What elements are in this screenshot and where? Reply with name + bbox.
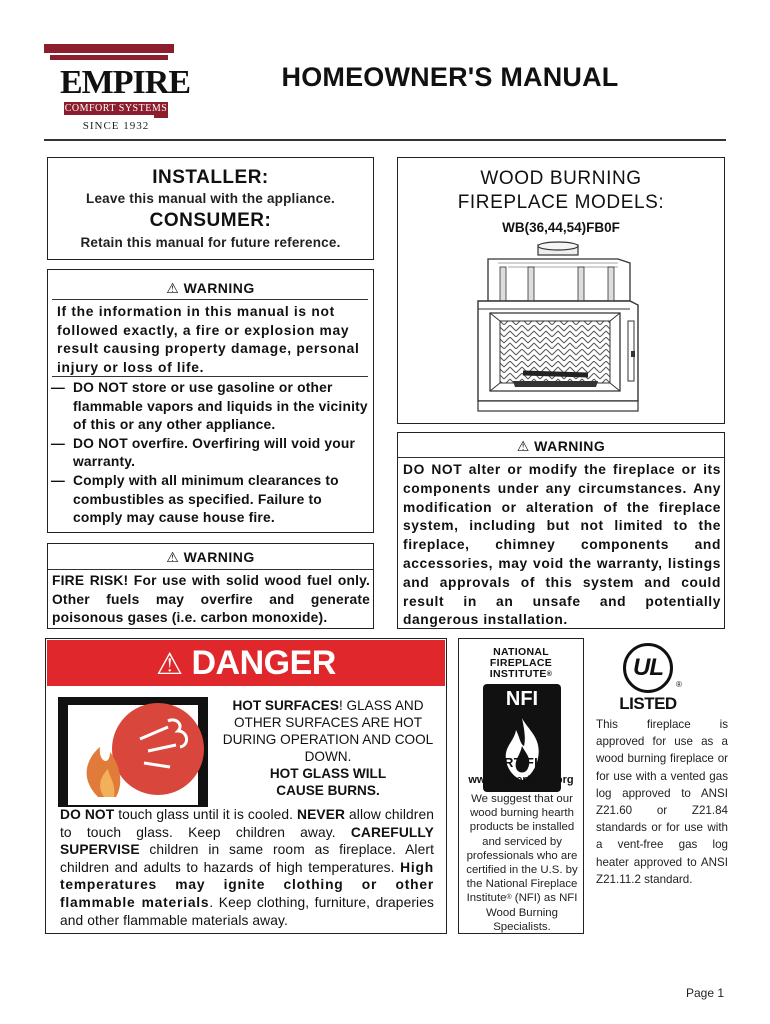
nfi-name-line3: INSTITUTE bbox=[489, 668, 547, 680]
models-heading-line1: WOOD BURNING bbox=[480, 168, 642, 189]
warning-2-divider bbox=[48, 569, 373, 570]
warning-triangle-icon: ⚠ bbox=[166, 280, 180, 296]
warning-1-item-prefix: DO NOT bbox=[73, 435, 128, 451]
model-code: WB(36,44,54)FB0F bbox=[502, 220, 620, 235]
nfi-name-line: FIREPLACE bbox=[489, 657, 553, 669]
warning-1-list bbox=[51, 379, 369, 528]
warning-3-divider bbox=[398, 457, 724, 458]
nfi-description-a: We suggest that our wood burning hearth products be installed and serviced by professionals who are certified in the U.S. by the National Fireplace Institute bbox=[466, 793, 578, 905]
warning-box-3 bbox=[397, 432, 725, 629]
warning-1-item-prefix: DO NOT bbox=[73, 380, 128, 395]
models-heading bbox=[398, 167, 724, 215]
warning-2-text: FIRE RISK! For use with solid wood fuel only. Other fuels may overfire and generate poisonous gases (i.e. carbon monoxide). bbox=[52, 573, 370, 626]
warning-triangle-icon: ⚠ bbox=[516, 438, 530, 454]
nfi-url[interactable]: www.nficertified.org bbox=[468, 774, 574, 786]
ul-mark: UL bbox=[633, 654, 663, 681]
dash-marker: — bbox=[51, 380, 65, 395]
dash-marker: — bbox=[51, 435, 65, 451]
warning-1-item bbox=[51, 472, 369, 528]
nfi-reg-mark: ® bbox=[546, 671, 553, 678]
consumer-heading: CONSUMER: bbox=[149, 210, 272, 231]
warning-1-intro bbox=[57, 303, 367, 377]
warning-box-2 bbox=[47, 543, 374, 629]
hot-surfaces-bold: HOT SURFACES bbox=[232, 698, 339, 713]
danger-text-c: children in same room as fireplace. Alert children and adults to hazards of high temperatures. bbox=[60, 842, 434, 875]
nfi-certification-box bbox=[458, 638, 584, 934]
header-divider bbox=[44, 139, 726, 141]
hot-surfaces-rest: ! GLASS AND OTHER SURFACES ARE HOT DURING OPERATION AND COOL DOWN. bbox=[222, 698, 434, 764]
warning-box-1 bbox=[47, 269, 374, 533]
nfi-name bbox=[459, 647, 583, 680]
page-number: Page 1 bbox=[686, 986, 725, 1000]
ul-listed: LISTED bbox=[619, 694, 677, 713]
warning-3-header bbox=[398, 438, 724, 455]
warning-triangle-icon: ⚠ bbox=[166, 549, 180, 565]
danger-banner bbox=[47, 640, 445, 686]
nfi-description-b: (NFI) as NFI Wood Burning Specialists. bbox=[486, 892, 578, 933]
danger-text-a: touch glass until it is cooled. bbox=[114, 807, 298, 822]
warning-1-intro-line: If the information in this manual is not bbox=[57, 304, 335, 319]
danger-never: NEVER bbox=[297, 807, 346, 822]
hot-glass-line1: HOT GLASS WILL bbox=[269, 766, 387, 781]
nfi-badge-text: NFI bbox=[505, 688, 539, 710]
ul-logo bbox=[623, 643, 673, 693]
installer-text: Leave this manual with the appliance. bbox=[86, 191, 335, 206]
warning-1-intro-line: injury or loss of life. bbox=[57, 359, 205, 375]
danger-text-b: allow children to touch glass. Keep children away. bbox=[60, 807, 435, 840]
danger-high-temps: High temperatures may ignite clothing or other flammable materials bbox=[60, 859, 434, 910]
fireplace-illustration bbox=[468, 241, 648, 419]
danger-do-not: DO NOT bbox=[60, 807, 115, 822]
hot-surfaces-text bbox=[212, 697, 444, 799]
hot-glass-line2: CAUSE BURNS. bbox=[276, 783, 380, 798]
danger-text-d: . Keep clothing, furniture, draperies and other flammable materials away. bbox=[60, 894, 434, 928]
warning-1-item bbox=[51, 435, 369, 472]
ul-reg: ® bbox=[676, 680, 682, 689]
warning-3-text bbox=[403, 461, 721, 630]
hot-surface-pictogram bbox=[58, 697, 208, 807]
ul-description: This fireplace is approved for use as a wood burning fireplace or for use with a vented gas log approved to ANSI Z21.60 or Z21.84 standards or for use with a vent-free gas log heater approved to ANSI Z21.11.2 standard. bbox=[596, 718, 728, 886]
danger-body-text bbox=[60, 806, 434, 929]
logo-brand: EMPIRE bbox=[60, 64, 190, 101]
warning-1-inner-rule bbox=[52, 376, 368, 377]
warning-1-item bbox=[51, 379, 369, 435]
models-box bbox=[397, 157, 725, 424]
danger-carefully: CAREFULLY SUPERVISE bbox=[60, 824, 434, 858]
warning-1-item-text: store or use gasoline or other flammable vapors and liquids in the vicinity of this or any other appliance. bbox=[73, 380, 368, 433]
warning-3-prefix: DO NOT bbox=[403, 462, 463, 477]
warning-1-divider bbox=[52, 299, 368, 300]
warning-3-label: WARNING bbox=[534, 438, 606, 454]
warning-2-header bbox=[48, 549, 373, 566]
page-title: HOMEOWNER'S MANUAL bbox=[281, 62, 619, 92]
nfi-name-line bbox=[459, 669, 583, 680]
warning-1-item-text: overfire. Overfiring will void your warranty. bbox=[73, 435, 356, 470]
warning-2-label: WARNING bbox=[183, 549, 255, 565]
installer-consumer-box bbox=[47, 157, 374, 260]
warning-1-item-text: Comply with all minimum clearances to combustibles as specified. Failure to comply may cause house fire. bbox=[73, 472, 339, 526]
warning-1-header bbox=[48, 280, 373, 297]
dash-marker: — bbox=[51, 472, 65, 488]
empire-logo bbox=[44, 44, 190, 140]
nfi-name-line: NATIONAL bbox=[493, 646, 549, 658]
warning-1-intro-line: followed exactly, a fire or explosion may bbox=[57, 322, 350, 338]
warning-3-body: alter or modify the fireplace or its components under any circumstances. Any modification or alteration of the fireplace system, including but not limited to the fireplace, chimney components and accessories, may void the warranty, listings and approvals of this system and could result in an unsafe and potentially dangerous installation. bbox=[403, 462, 721, 628]
warning-1-intro-line: result causing property damage, personal bbox=[57, 341, 360, 357]
nfi-description bbox=[465, 792, 579, 934]
danger-label: DANGER bbox=[191, 644, 336, 682]
flame-icon bbox=[498, 716, 546, 782]
nfi-certified: CERTIFIED bbox=[485, 755, 557, 770]
consumer-text: Retain this manual for future reference. bbox=[80, 235, 341, 250]
models-heading-line2: FIREPLACE MODELS: bbox=[457, 192, 665, 213]
logo-subtitle: COMFORT SYSTEMS bbox=[64, 103, 168, 114]
installer-heading: INSTALLER: bbox=[152, 167, 269, 188]
nfi-description-reg: ® bbox=[506, 894, 512, 902]
warning-1-label: WARNING bbox=[183, 280, 255, 296]
logo-since: SINCE 1932 bbox=[82, 120, 150, 132]
danger-triangle-icon: ⚠ bbox=[156, 648, 183, 681]
